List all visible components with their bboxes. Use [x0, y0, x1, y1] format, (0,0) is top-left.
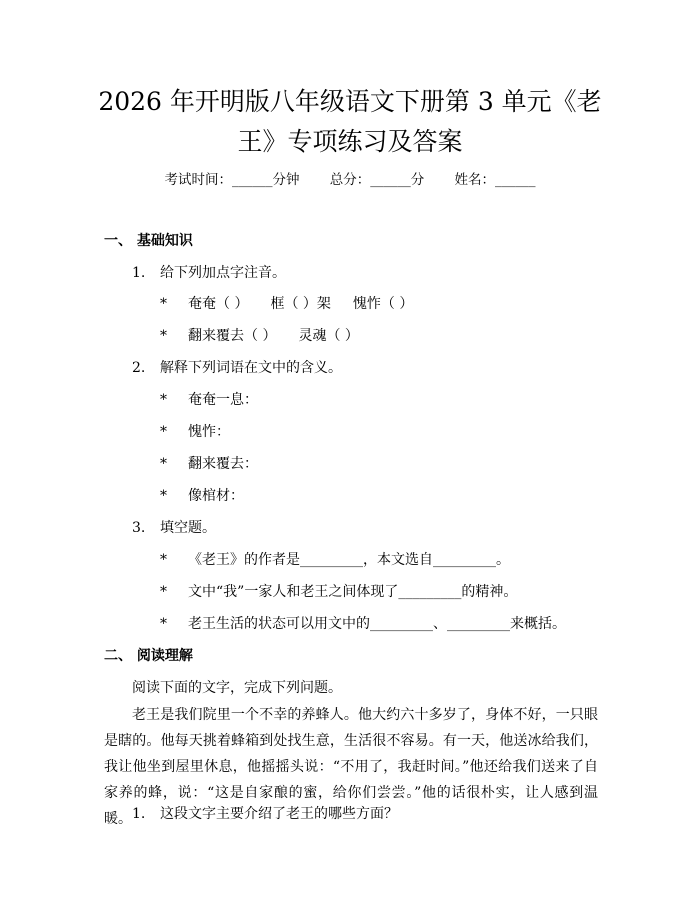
- reading-passage: 老王是我们院里一个不幸的养蜂人。他大约六十多岁了，身体不好，一只眼是瞎的。他每天挑着蜂箱到处找生意，生活很不容易。有一天，他送冰给我们，我让他坐到屋里休息，他摇摇头说：“不用了，我赶时间。”他还给我们送来了自家养的蜂，说：“这是自家酿的蜜，给你们尝尝。”他的话很朴实，让人感到温暖。: [104, 707, 598, 827]
- section-heading-reading: 二、 阅读理解: [104, 648, 193, 664]
- item-text: 老王生活的状态可以用文中的_________、_________来概括。: [188, 616, 566, 632]
- item-text: 文中“我”一家人和老王之间体现了_________的精神。: [188, 584, 518, 600]
- question-number: 3.: [132, 520, 146, 536]
- question-number: 2.: [132, 360, 146, 376]
- question-text: 这段文字主要介绍了老王的哪些方面？: [160, 806, 398, 822]
- item-text: 愧怍：: [188, 424, 230, 440]
- list-item: [160, 325, 359, 345]
- list-item: [160, 549, 510, 569]
- bullet: *: [160, 616, 167, 632]
- question-text: 给下列加点字注音。: [160, 265, 286, 281]
- question-text: 解释下列词语在文中的含义。: [160, 360, 342, 376]
- item-text: 像棺材：: [188, 488, 244, 504]
- list-item: [160, 389, 258, 409]
- exam-meta: [0, 168, 700, 188]
- question-text: 填空题。: [160, 520, 216, 536]
- list-item: [160, 485, 244, 505]
- reading-question-1: [132, 803, 398, 823]
- section-heading-basic: 一、 基础知识: [104, 233, 193, 249]
- bullet: *: [160, 552, 167, 568]
- list-item: [160, 581, 517, 601]
- bullet: *: [160, 456, 167, 472]
- list-item: [160, 293, 413, 313]
- item-text: 《老王》的作者是_________，本文选自_________。: [188, 552, 510, 568]
- bullet: *: [160, 488, 167, 504]
- question-1: [132, 262, 286, 282]
- exam-name: 姓名：______: [454, 172, 536, 188]
- question-2: [132, 357, 342, 377]
- list-item: [160, 453, 258, 473]
- question-number: 1.: [132, 806, 146, 822]
- item-text: 奄奄一息：: [188, 392, 258, 408]
- item-text: 愧怍（ ）: [352, 296, 414, 312]
- item-text: 翻来覆去（ ）: [188, 328, 277, 344]
- list-item: [160, 421, 230, 441]
- question-number: 1.: [132, 265, 146, 281]
- exam-time: 考试时间：______分钟: [164, 172, 300, 188]
- exam-score: 总分：______分: [329, 172, 425, 188]
- bullet: *: [160, 584, 167, 600]
- bullet: *: [160, 296, 167, 312]
- item-text: 奄奄（ ）: [188, 296, 249, 312]
- page-title: 2026 年开明版八年级语文下册第 3 单元《老王》专项练习及答案: [98, 87, 602, 156]
- item-text: 翻来覆去：: [188, 456, 258, 472]
- bullet: *: [160, 328, 167, 344]
- bullet: *: [160, 424, 167, 440]
- bullet: *: [160, 392, 167, 408]
- reading-intro: 阅读下面的文字，完成下列问题。: [132, 680, 342, 696]
- item-text: 框（ ）架: [270, 296, 331, 312]
- question-3: [132, 517, 216, 537]
- item-text: 灵魂（ ）: [298, 328, 359, 344]
- list-item: [160, 613, 566, 633]
